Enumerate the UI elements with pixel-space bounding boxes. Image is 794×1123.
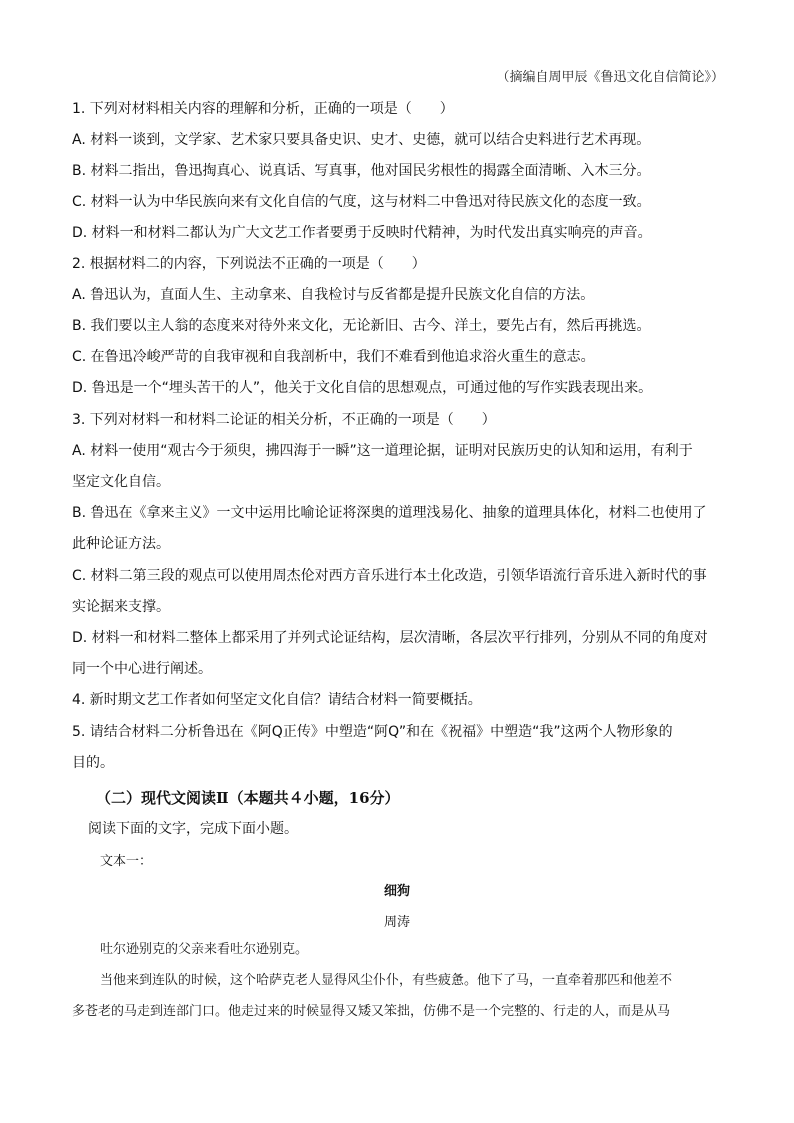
question-5: 5. 请结合材料二分析鲁迅在《阿Q正传》中塑造“阿Q”和在《祝福》中塑造“我”这两个人物形象的: [72, 724, 673, 740]
q2-option-a: A. 鲁迅认为，直面人生、主动拿来、自我检讨与反省都是提升民族文化自信的方法。: [72, 287, 595, 303]
q2-option-d: D. 鲁迅是一个“埋头苦干的人”，他关于文化自信的思想观点，可通过他的写作实践表现出来。: [72, 380, 653, 396]
q2-option-b: B. 我们要以主人翁的态度来对待外来文化，无论新旧、古今、洋土，要先占有，然后再挑选。: [72, 318, 651, 334]
source-citation: （摘编自周甲辰《鲁迅文化自信简论》）: [496, 70, 724, 85]
story-paragraph-cont: 多苍老的马走到连部门口。他走过来的时候显得又矮又笨拙，仿佛不是一个完整的、行走的人，而是从马: [72, 1004, 671, 1019]
text-label: 文本一：: [100, 854, 153, 869]
story-author: 周涛: [383, 915, 410, 930]
q3-option-d-cont: 同一个中心进行阐述。: [72, 661, 212, 677]
q3-option-c: C. 材料二第三段的观点可以使用周杰伦对西方音乐进行本土化改造，引领华语流行音乐进入新时代的事: [72, 568, 707, 584]
q3-option-b: B. 鲁迅在《拿来主义》一文中运用比喻论证将深奥的道理浅易化、抽象的道理具体化，材料二也使用了: [72, 505, 707, 521]
instruction-text: 阅读下面的文字，完成下面小题。: [88, 821, 298, 837]
q1-option-c: C. 材料一认为中华民族向来有文化自信的气度，这与材料二中鲁迅对待民族文化的态度一致。: [72, 194, 651, 210]
question-1: 1. 下列对材料相关内容的理解和分析，正确的一项是（ ）: [72, 101, 454, 117]
q3-option-d: D. 材料一和材料二整体上都采用了并列式论证结构，层次清晰，各层次平行排列，分别从不同的角度对: [72, 630, 708, 646]
q3-option-a: A. 材料一使用“观古今于须臾，拂四海于一瞬”这一道理论据，证明对民族历史的认知和运用，有利于: [72, 443, 693, 459]
section-heading: （二）现代文阅读Ⅱ（本题共４小题，16分）: [96, 789, 400, 807]
question-4: 4. 新时期文艺工作者如何坚定文化自信？请结合材料一简要概括。: [72, 692, 482, 708]
question-5-cont: 目的。: [72, 755, 114, 771]
story-title: 细狗: [383, 884, 410, 899]
q1-option-a: A. 材料一谈到，文学家、艺术家只要具备史识、史才、史德，就可以结合史料进行艺术再现。: [72, 132, 651, 148]
q3-option-b-cont: 此种论证方法。: [72, 536, 170, 552]
q2-option-c: C. 在鲁迅冷峻严苛的自我审视和自我剖析中，我们不难看到他追求浴火重生的意志。: [72, 349, 595, 365]
q3-option-c-cont: 实论据来支撑。: [72, 599, 170, 615]
question-2: 2. 根据材料二的内容，下列说法不正确的一项是（ ）: [72, 256, 426, 272]
story-paragraph: 吐尔逊别克的父亲来看吐尔逊别克。: [100, 942, 309, 957]
q1-option-b: B. 材料二指出，鲁迅掏真心、说真话、写真事，他对国民劣根性的揭露全面清晰、入木三分。: [72, 163, 651, 179]
q3-option-a-cont: 坚定文化自信。: [72, 474, 170, 490]
question-3: 3. 下列对材料一和材料二论证的相关分析，不正确的一项是（ ）: [72, 412, 496, 428]
story-paragraph: 当他来到连队的时候，这个哈萨克老人显得风尘仆仆，有些疲惫。他下了马，一直牵着那匹和他差不: [100, 973, 673, 988]
q1-option-d: D. 材料一和材料二都认为广大文艺工作者要勇于反映时代精神，为时代发出真实响亮的声音。: [72, 225, 652, 241]
